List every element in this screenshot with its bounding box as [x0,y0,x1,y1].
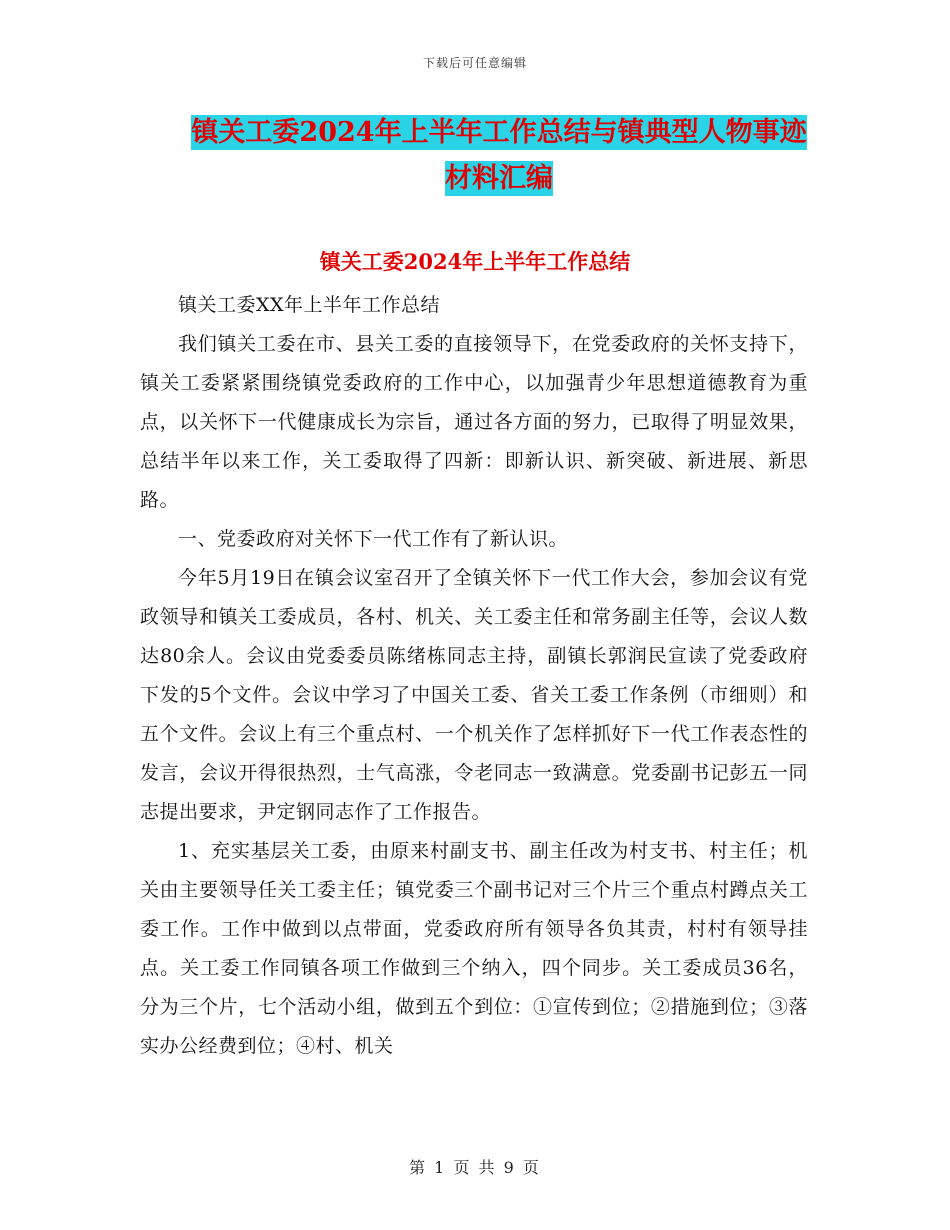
document-body [140,286,808,1066]
body-paragraph: 我们镇关工委在市、县关工委的直接领导下，在党委政府的关怀支持下，镇关工委紧紧围绕镇党委政府的工作中心，以加强青少年思想道德教育为重点，以关怀下一代健康成长为宗旨，通过各方面的努力，已取得了明显效果，总结半年以来工作，关工委取得了四新：即新认识、新突破、新进展、新思路。 [140,333,808,511]
body-paragraph: 镇关工委XX年上半年工作总结 [178,294,441,316]
section-title: 镇关工委2024年上半年工作总结 [319,249,631,274]
body-paragraph: 今年5月19日在镇会议室召开了全镇关怀下一代工作大会，参加会议有党政领导和镇关工委成员，各村、机关、关工委主任和常务副主任等，会议人数达80余人。会议由党委委员陈绪栋同志主持，副镇长郭润民宣读了党委政府下发的5个文件。会议中学习了中国关工委、省关工委工作条例（市细则）和五个文件。会议上有三个重点村、一个机关作了怎样抓好下一代工作表态性的发言，会议开得很热烈，士气高涨，令老同志一致满意。党委副书记彭五一同志提出要求，尹定钢同志作了工作报告。 [140,567,808,823]
body-paragraph: 一、党委政府对关怀下一代工作有了新认识。 [178,528,569,550]
header-note: 下载后可任意编辑 [422,56,527,70]
document-title-text: 镇关工委2024年上半年工作总结与镇典型人物事迹材料汇编 [191,117,807,194]
page-number-footer: 第 1 页 共 9 页 [409,1158,541,1177]
document-title [188,110,810,202]
body-paragraph: 1、充实基层关工委，由原来村副支书、副主任改为村支书、村主任；机关由主要领导任关工委主任；镇党委三个副书记对三个片三个重点村蹲点关工委工作。工作中做到以点带面，党委政府所有领导各负其责，村村有领导挂点。关工委工作同镇各项工作做到三个纳入，四个同步。关工委成员36名，分为三个片，七个活动小组，做到五个到位：①宣传到位；②措施到位；③落实办公经费到位；④村、机关 [140,840,808,1057]
